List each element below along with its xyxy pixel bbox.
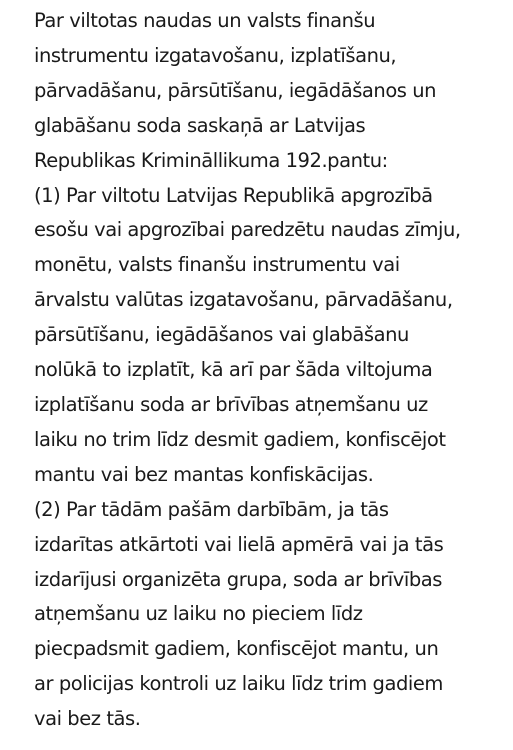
- text-line: Republikas Krimināllikuma 192.pantu:: [34, 148, 388, 172]
- text-line: monētu, valsts finanšu instrumentu vai: [34, 253, 400, 277]
- text-line: esošu vai apgrozībai paredzētu naudas zīmju,: [34, 218, 461, 242]
- text-line: izdarītas atkārtoti vai lielā apmērā vai ja tās: [34, 532, 444, 556]
- text-line: izdarījusi organizēta grupa, soda ar brīvības: [34, 567, 442, 591]
- text-line: pārvadāšanu, pārsūtīšanu, iegādāšanos un: [34, 78, 437, 102]
- text-line: laiku no trim līdz desmit gadiem, konfiscējot: [34, 427, 446, 451]
- text-line: ārvalstu valūtas izgatavošanu, pārvadāšanu,: [34, 288, 453, 312]
- text-line: glabāšanu soda saskaņā ar Latvijas: [34, 113, 366, 137]
- text-line: piecpadsmit gadiem, konfiscējot mantu, un: [34, 637, 439, 661]
- text-line: ar policijas kontroli uz laiku līdz trim gadiem: [34, 672, 443, 696]
- text-line: atņemšanu uz laiku no pieciem līdz: [34, 602, 363, 626]
- text-line: nolūkā to izplatīt, kā arī par šāda viltojuma: [34, 358, 433, 382]
- text-line: (1) Par viltotu Latvijas Republikā apgrozībā: [34, 183, 433, 207]
- text-line: izplatīšanu soda ar brīvības atņemšanu uz: [34, 392, 428, 416]
- text-line: mantu vai bez mantas konfiskācijas.: [34, 462, 374, 486]
- text-line: (2) Par tādām pašām darbībām, ja tās: [34, 497, 389, 521]
- text-line: pārsūtīšanu, iegādāšanos vai glabāšanu: [34, 323, 409, 347]
- text-line: instrumentu izgatavošanu, izplatīšanu,: [34, 43, 397, 67]
- text-line: vai bez tās.: [34, 707, 141, 731]
- text-line: Par viltotas naudas un valsts finanšu: [34, 9, 376, 32]
